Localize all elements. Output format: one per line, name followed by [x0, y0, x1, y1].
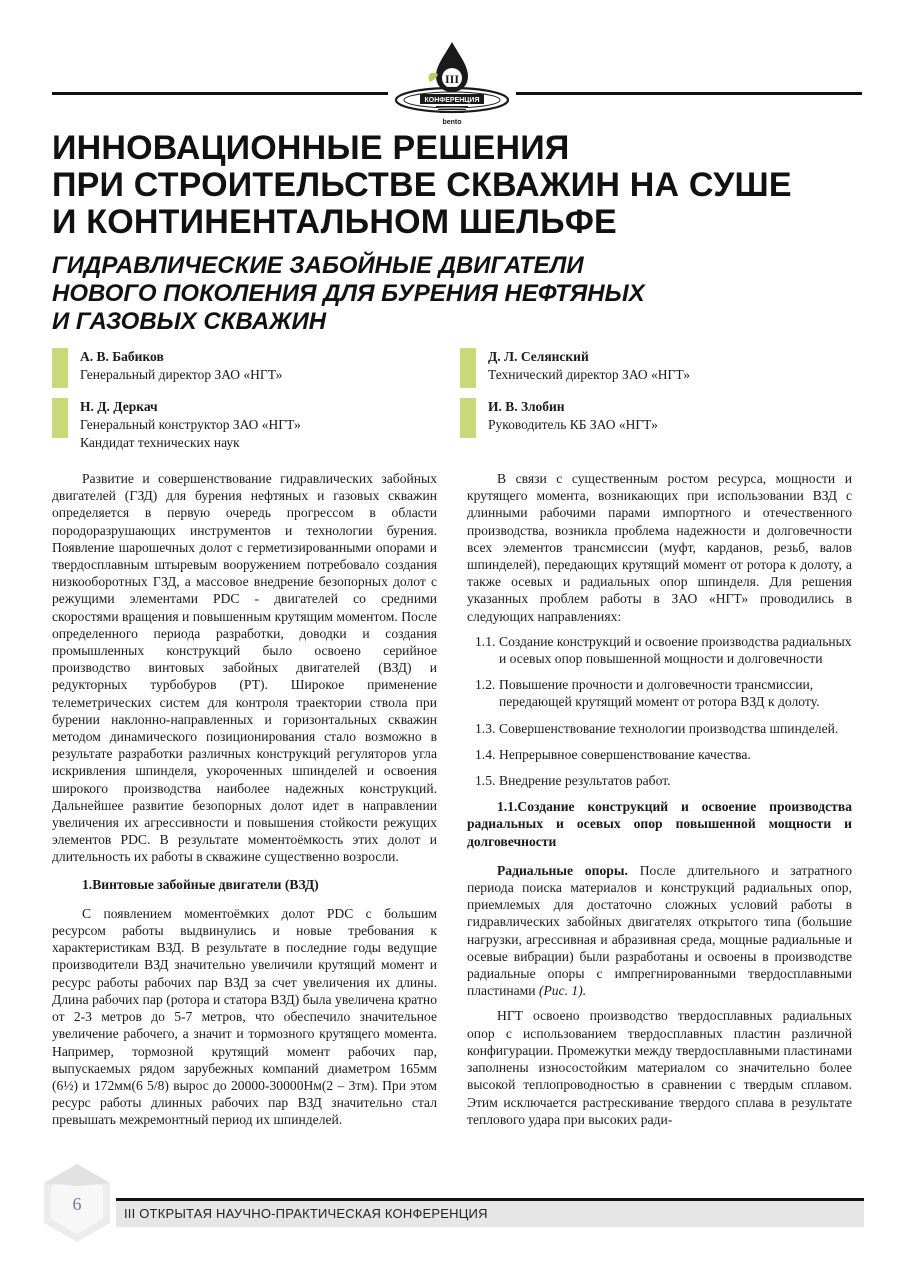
- author-name: Д. Л. Селянский: [488, 349, 589, 364]
- list-item: [467, 720, 852, 737]
- author-position: Технический директор ЗАО «НГТ»: [488, 367, 690, 382]
- list-item-text: Внедрение результатов работ.: [499, 773, 671, 789]
- list-item-number: 1.3.: [475, 720, 496, 736]
- svg-text:III: III: [444, 72, 460, 86]
- author-accent-bar: [52, 348, 68, 388]
- svg-text:bento: bento: [442, 119, 462, 126]
- author-accent-bar: [460, 398, 476, 438]
- page-number: 6: [72, 1194, 82, 1214]
- list-item: [467, 676, 852, 710]
- author-name: А. В. Бабиков: [80, 349, 164, 364]
- figure-reference: (Рис. 1).: [538, 983, 587, 999]
- author-accent-bar: [460, 348, 476, 388]
- author-position: Генеральный директор ЗАО «НГТ»: [80, 367, 283, 382]
- paragraph-lead: Радиальные опоры.: [497, 862, 628, 878]
- author-position: Руководитель КБ ЗАО «НГТ»: [488, 417, 658, 432]
- section-heading: 1.Винтовые забойные двигатели (ВЗД): [82, 876, 319, 892]
- list-item-text: Создание конструкций и освоение производства радиальных и осевых опор повышенной мощности и долговечности: [499, 633, 852, 667]
- left-column: [52, 470, 437, 1129]
- list-item-number: 1.2.: [475, 677, 496, 693]
- list-item: [467, 633, 852, 667]
- paragraph: Развитие и совершенствование гидравлических забойных двигателей (ГЗД) для бурения нефтяных и газовых скважин определяется в первую очередь прогрессом в области породоразрушающих инструментов и технологии бурения. Появление шарошечных долот с герметизированными опорами и твердосплавным штыревым вооружением потребовало создания низкооборотных ГЗД, а массовое внедрение безопорных долот с режущими элементами PDC - двигателей со средними скоростями вращения и повышенным крутящим моментом. После определенного периода разработки, доводки и создания промышленных конструкций было освоено серийное производство винтовых забойных двигателей (ВЗД) и редукторных турбобуров (РТ). Широкое применение телеметрических систем для контроля траектории ствола при бурении наклонно-направленных и горизонтальных скважин методом динамического позиционирования стало возможно в результате разработки различных конструкций регуляторов угла искривления шпинделя, укороченных шпинделей и освоения широкого производства наиболее надежных конструкций. Дальнейшее развитие безопорных долот идет в направлении увеличения их агрессивности и повышения стойкости режущих элементов PDC. В результате моментоёмкость этих долот и длительность их работы в скважине существенно возросли.: [52, 471, 437, 865]
- author-name: И. В. Злобин: [488, 399, 565, 414]
- list-item-text: Повышение прочности и долговечности трансмиссии, передающей крутящий момент от ротора ВЗД к долоту.: [499, 677, 820, 710]
- list-item: [467, 746, 852, 763]
- directions-list: [467, 633, 852, 789]
- list-item-number: 1.5.: [475, 773, 496, 789]
- article-title-line: ГИДРАВЛИЧЕСКИЕ ЗАБОЙНЫЕ ДВИГАТЕЛИ: [52, 252, 584, 279]
- paragraph-text: После длительного и затратного периода поиска материалов и конструкций радиальных опор, приемлемых для достаточно сложных условий работы в гидравлических забойных двигателях открытого типа (большие нагрузки, агрессивная и абразивная среда, мощные радиальные и осевые вибрации) были разработаны и освоены в производстве радиальные опоры с импрегнированными твердосплавными пластинами: [467, 862, 852, 999]
- list-item-number: 1.1.: [475, 633, 496, 649]
- page-title-line: ИННОВАЦИОННЫЕ РЕШЕНИЯ: [52, 129, 570, 167]
- paragraph: С появлением моментоёмких долот PDC с большим ресурсом работы выдвинулись и новые требования к характеристикам ВЗД. В результате в последние годы ведущие производители ВЗД значительно увеличили крутящий момент и ресурс работы рабочих пар ВЗД за счет увеличения их длины. Длина рабочих пар (ротора и статора ВЗД) была увеличена кратно от 2-3 метров до 5-7 метров, что обеспечило значительное увеличение рабочего, а значит и тормозного крутящего момента. Например, тормозной крутящий момент рабочих пар, выпускаемых рядом зарубежных компаний диаметром 165мм (6½) и 172мм(6 5/8) вырос до 20000-30000Нм(2 – 3тм). При этом ресурс работы длинных рабочих пар ВЗД значительно стал превышать межремонтный период их шпинделей.: [52, 905, 437, 1128]
- author-name: Н. Д. Деркач: [80, 399, 158, 414]
- list-item-text: Совершенствование технологии производства шпинделей.: [499, 720, 839, 736]
- list-item: [467, 772, 852, 789]
- header-rule-right: [516, 92, 862, 95]
- paragraph: В связи с существенным ростом ресурса, мощности и крутящего момента, возникающих при использовании ВЗД с длинными рабочими парами импортного и отечественного производства, возникла проблема надежности и долговечности всех элементов трансмиссии (муфт, карданов, резьб, валов шпинделей), передающих крутящий момент от ротора к долоту, а также осевых и радиальных опор шпинделя. Для решения указанных проблем работы в ЗАО «НГТ» проводились в следующих направлениях:: [467, 471, 852, 624]
- subsection-heading: 1.1.Создание конструкций и освоение производства радиальных и осевых опор повышенной мощности и долговечности: [467, 799, 852, 849]
- conference-logo: [384, 36, 520, 128]
- page-title-line: ПРИ СТРОИТЕЛЬСТВЕ СКВАЖИН НА СУШЕ: [52, 166, 792, 204]
- author-accent-bar: [52, 398, 68, 438]
- article-title-line: НОВОГО ПОКОЛЕНИЯ ДЛЯ БУРЕНИЯ НЕФТЯНЫХ: [52, 280, 645, 307]
- article-title-line: И ГАЗОВЫХ СКВАЖИН: [52, 308, 327, 335]
- paragraph: НГТ освоено производство твердосплавных радиальных опор с использованием твердосплавных пластин различной конфигурации. Промежутки между твердосплавными пластинами заполнены износостойким материалом со значительно более высокой теплопроводностью в сравнении с твердым сплавом. Этим исключается растрескивание твердого сплава в результате теплового удара при высоких ради-: [467, 1008, 852, 1127]
- page-title: [52, 130, 852, 241]
- list-item-number: 1.4.: [475, 746, 496, 762]
- article-title: [52, 252, 852, 336]
- paragraph: [467, 862, 852, 1000]
- author-position: Генеральный конструктор ЗАО «НГТ»: [80, 417, 301, 432]
- list-item-text: Непрерывное совершенствование качества.: [499, 746, 751, 762]
- svg-text:КОНФЕРЕНЦИЯ: КОНФЕРЕНЦИЯ: [424, 97, 480, 104]
- right-column: [467, 470, 852, 1128]
- page-title-line: И КОНТИНЕНТАЛЬНОМ ШЕЛЬФЕ: [52, 203, 617, 241]
- header-rule-left: [52, 92, 388, 95]
- footer-conference-title: III ОТКРЫТАЯ НАУЧНО-ПРАКТИЧЕСКАЯ КОНФЕРЕНЦИЯ: [124, 1206, 488, 1221]
- author-degree: Кандидат технических наук: [80, 435, 240, 450]
